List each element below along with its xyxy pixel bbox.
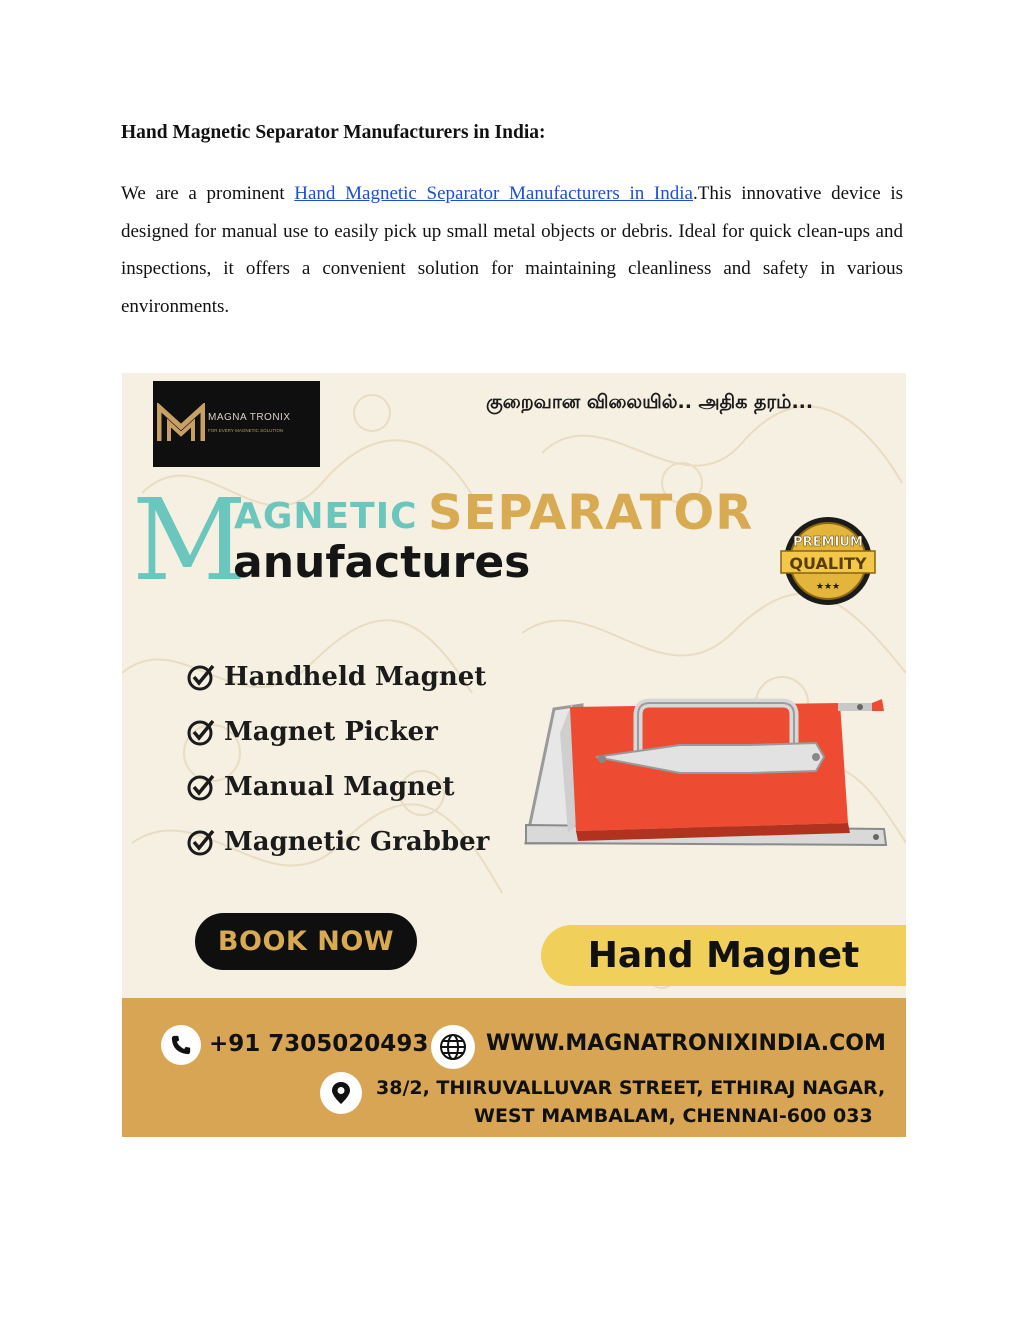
feature-label: Magnetic Grabber	[224, 827, 490, 857]
document-heading: Hand Magnetic Separator Manufacturers in India:	[121, 122, 546, 143]
check-circle-icon	[186, 662, 216, 692]
check-circle-icon	[186, 772, 216, 802]
phone-number[interactable]: +91 7305020493	[209, 1031, 429, 1057]
contact-footer	[122, 998, 906, 1137]
tamil-tagline: குறைவான விலையில்.. அதிக தரம்...	[486, 391, 814, 413]
magnatronix-logo	[153, 381, 320, 467]
badge-line1: PREMIUM	[793, 535, 863, 550]
paragraph-rest: .This innovative device is designed for manual use to easily pick up small metal objects or debris. Ideal for quick clean-ups and inspections, it offers a convenient solution for maintaining cleanliness and safety in various environments.	[121, 183, 903, 317]
feature-item	[186, 767, 454, 807]
paragraph-lead: We are a prominent	[121, 183, 295, 204]
title-agnetic: AGNETIC	[234, 496, 418, 537]
premium-quality-badge	[777, 515, 879, 607]
globe-icon	[431, 1025, 475, 1069]
logo-m-mark-icon	[157, 403, 205, 443]
book-now-button[interactable]: BOOK NOW	[195, 913, 417, 970]
feature-item	[186, 822, 489, 862]
feature-label: Handheld Magnet	[224, 662, 487, 692]
feature-label: Magnet Picker	[224, 717, 438, 747]
feature-item	[186, 712, 438, 752]
address-line-1: 38/2, THIRUVALLUVAR STREET, ETHIRAJ NAGAR,	[376, 1077, 886, 1099]
title-anufactures: anufactures	[233, 537, 531, 588]
phone-icon	[161, 1025, 201, 1065]
hand-magnet-label: Hand Magnet	[541, 925, 906, 986]
badge-stars-icon: ★★★	[815, 582, 841, 592]
manufacturers-link[interactable]: Hand Magnetic Separator Manufacturers in India	[294, 183, 693, 204]
logo-name: MAGNA TRONIX	[208, 412, 291, 423]
website-link[interactable]: WWW.MAGNATRONIXINDIA.COM	[486, 1031, 886, 1056]
badge-line2: QUALITY	[789, 554, 867, 573]
title-separator: SEPARATOR	[428, 485, 754, 541]
check-circle-icon	[186, 717, 216, 747]
location-pin-icon	[320, 1072, 362, 1114]
feature-label: Manual Magnet	[224, 772, 455, 802]
feature-item	[186, 657, 486, 697]
title-big-m: M	[132, 476, 247, 606]
hand-magnet-product-image	[520, 693, 892, 861]
intro-paragraph	[121, 175, 903, 325]
address-line-2: WEST MAMBALAM, CHENNAI-600 033	[474, 1105, 873, 1127]
logo-tagline: FOR EVERY MAGNETIC SOLUTION	[208, 428, 284, 433]
advertisement-banner	[122, 373, 906, 1137]
check-circle-icon	[186, 827, 216, 857]
